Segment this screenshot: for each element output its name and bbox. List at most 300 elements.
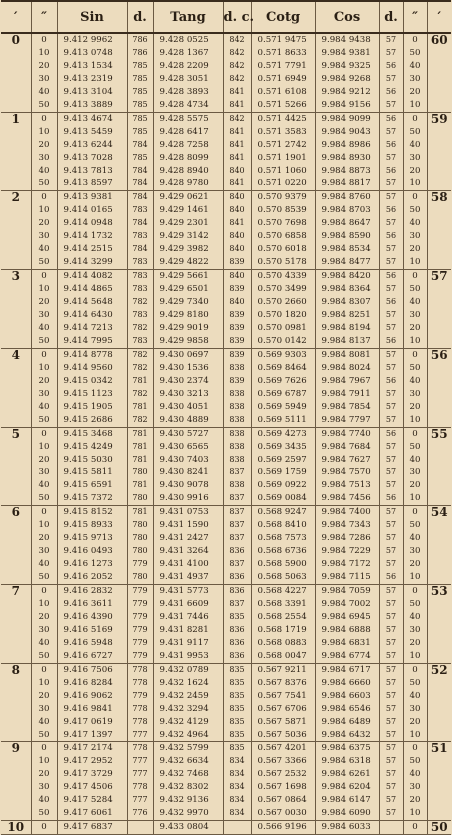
cotg-value: 0.571 8633 (251, 47, 315, 60)
second-left: 0 (31, 348, 57, 361)
cos-value: 9.984 6717 (315, 663, 379, 676)
header-cos: Cos (315, 1, 379, 33)
cos-difference: 57 (379, 177, 403, 190)
tang-value: 9.431 2427 (153, 532, 223, 545)
tang-value: 9.429 7340 (153, 296, 223, 309)
minute-right (427, 99, 451, 112)
minute-right: 53 (427, 585, 451, 598)
cotg-value: 0.571 2742 (251, 139, 315, 152)
table-row (1, 283, 451, 296)
tang-value: 9.431 9117 (153, 637, 223, 650)
common-difference: 839 (223, 335, 251, 348)
cos-difference: 57 (379, 309, 403, 322)
table-row (1, 611, 451, 624)
minute-left (1, 637, 31, 650)
cos-value: 9.984 7513 (315, 479, 379, 492)
second-left: 0 (31, 585, 57, 598)
minute-left (1, 230, 31, 243)
sin-value: 9.415 2686 (57, 414, 127, 427)
common-difference: 835 (223, 742, 251, 755)
cos-value: 9.984 8364 (315, 283, 379, 296)
minute-right (427, 479, 451, 492)
minute-left (1, 545, 31, 558)
common-difference: 837 (223, 558, 251, 571)
table-row (1, 139, 451, 152)
second-right: 30 (403, 703, 427, 716)
sin-difference: 780 (127, 571, 153, 584)
table-row (1, 807, 451, 820)
minute-right (427, 755, 451, 768)
header-sin: Sin (57, 1, 127, 33)
second-right: 10 (403, 492, 427, 505)
cos-difference: 57 (379, 466, 403, 479)
second-right: 30 (403, 781, 427, 794)
second-right: 30 (403, 230, 427, 243)
tang-value: 9.429 5661 (153, 270, 223, 283)
minute-right (427, 624, 451, 637)
second-left: 0 (31, 821, 57, 835)
sin-difference: 780 (127, 545, 153, 558)
second-right: 20 (403, 794, 427, 807)
sin-difference: 778 (127, 716, 153, 729)
second-left: 20 (31, 375, 57, 388)
second-right: 10 (403, 807, 427, 820)
cotg-value: 0.566 9196 (251, 821, 315, 835)
cotg-value: 0.567 1698 (251, 781, 315, 794)
minute-left: 8 (1, 663, 31, 676)
cos-difference: 56 (379, 86, 403, 99)
second-left: 50 (31, 177, 57, 190)
minute-left (1, 414, 31, 427)
second-right: 30 (403, 388, 427, 401)
cotg-value: 0.567 3366 (251, 755, 315, 768)
minute-right (427, 519, 451, 532)
common-difference: 838 (223, 454, 251, 467)
minute-right (427, 375, 451, 388)
tang-value: 9.429 6501 (153, 283, 223, 296)
minute-right (427, 126, 451, 139)
table-row (1, 506, 451, 519)
cotg-value: 0.571 0220 (251, 177, 315, 190)
cotg-value: 0.567 4201 (251, 742, 315, 755)
sin-value: 9.415 7372 (57, 492, 127, 505)
sin-value: 9.416 9841 (57, 703, 127, 716)
sin-value: 9.412 9962 (57, 33, 127, 47)
sin-difference: 785 (127, 86, 153, 99)
tang-value: 9.431 1590 (153, 519, 223, 532)
tang-value: 9.430 4889 (153, 414, 223, 427)
common-difference: 835 (223, 663, 251, 676)
sin-value: 9.415 3468 (57, 427, 127, 440)
tang-value: 9.432 9136 (153, 794, 223, 807)
cos-value: 9.984 9156 (315, 99, 379, 112)
common-difference: 840 (223, 296, 251, 309)
second-left: 0 (31, 742, 57, 755)
minute-right: 55 (427, 427, 451, 440)
cos-difference: 57 (379, 755, 403, 768)
sin-difference: 779 (127, 558, 153, 571)
second-left: 40 (31, 86, 57, 99)
minute-right (427, 466, 451, 479)
cos-value: 9.984 7967 (315, 375, 379, 388)
cos-value: 9.984 6546 (315, 703, 379, 716)
common-difference: 842 (223, 47, 251, 60)
second-left: 10 (31, 598, 57, 611)
common-difference: 834 (223, 768, 251, 781)
common-difference: 838 (223, 388, 251, 401)
sin-difference: 784 (127, 165, 153, 178)
tang-value: 9.432 3294 (153, 703, 223, 716)
second-right: 50 (403, 283, 427, 296)
tang-value: 9.431 3264 (153, 545, 223, 558)
sin-value: 9.413 7813 (57, 165, 127, 178)
sin-difference: 785 (127, 73, 153, 86)
sin-difference: 784 (127, 191, 153, 204)
cotg-value: 0.569 0084 (251, 492, 315, 505)
table-row (1, 571, 451, 584)
second-right: 50 (403, 362, 427, 375)
second-left: 50 (31, 807, 57, 820)
minute-left (1, 139, 31, 152)
table-row (1, 256, 451, 269)
minute-right (427, 637, 451, 650)
sin-value: 9.415 0342 (57, 375, 127, 388)
cos-difference: 57 (379, 401, 403, 414)
second-right: 20 (403, 637, 427, 650)
table-row (1, 637, 451, 650)
second-left: 20 (31, 60, 57, 73)
tang-value: 9.428 2209 (153, 60, 223, 73)
cos-difference: 57 (379, 243, 403, 256)
second-right: 0 (403, 427, 427, 440)
sin-difference: 778 (127, 663, 153, 676)
cos-value: 9.984 6318 (315, 755, 379, 768)
minute-right (427, 152, 451, 165)
sin-difference: 785 (127, 99, 153, 112)
cos-difference: 57 (379, 152, 403, 165)
sin-difference: 781 (127, 441, 153, 454)
cos-value: 9.984 6432 (315, 729, 379, 742)
tang-value: 9.428 4734 (153, 99, 223, 112)
tang-value: 9.431 4100 (153, 558, 223, 571)
minute-right (427, 454, 451, 467)
second-right: 40 (403, 690, 427, 703)
cos-difference: 57 (379, 217, 403, 230)
second-right: 50 (403, 441, 427, 454)
cos-value: 9.984 9043 (315, 126, 379, 139)
second-right: 40 (403, 454, 427, 467)
second-left: 20 (31, 139, 57, 152)
common-difference: 837 (223, 519, 251, 532)
sin-value: 9.417 6837 (57, 821, 127, 835)
common-difference: 838 (223, 479, 251, 492)
common-difference: 838 (223, 427, 251, 440)
table-row (1, 296, 451, 309)
table-row (1, 99, 451, 112)
tang-value: 9.432 6634 (153, 755, 223, 768)
sin-value: 9.417 3729 (57, 768, 127, 781)
sin-value: 9.414 7213 (57, 322, 127, 335)
common-difference: 838 (223, 362, 251, 375)
tang-value: 9.428 8940 (153, 165, 223, 178)
cotg-value: 0.567 0864 (251, 794, 315, 807)
second-right: 0 (403, 348, 427, 361)
minute-left (1, 375, 31, 388)
cos-difference: 56 (379, 335, 403, 348)
minute-right (427, 322, 451, 335)
second-left: 40 (31, 716, 57, 729)
common-difference: 838 (223, 414, 251, 427)
table-row (1, 204, 451, 217)
second-left: 20 (31, 690, 57, 703)
cotg-value: 0.568 4227 (251, 585, 315, 598)
second-right: 40 (403, 532, 427, 545)
cos-value: 9.984 8307 (315, 296, 379, 309)
cotg-value: 0.569 1759 (251, 466, 315, 479)
second-left: 0 (31, 191, 57, 204)
cos-difference: 57 (379, 532, 403, 545)
minute-left: 3 (1, 270, 31, 283)
cos-value: 9.984 8590 (315, 230, 379, 243)
minute-right (427, 362, 451, 375)
minute-right (427, 256, 451, 269)
second-left: 40 (31, 479, 57, 492)
cos-difference: 57 (379, 742, 403, 755)
sin-value: 9.413 2319 (57, 73, 127, 86)
cotg-value: 0.568 0883 (251, 637, 315, 650)
table-row (1, 335, 451, 348)
cos-value: 9.984 7059 (315, 585, 379, 598)
cotg-value: 0.570 8539 (251, 204, 315, 217)
minute-right (427, 47, 451, 60)
minute-right (427, 807, 451, 820)
table-row (1, 545, 451, 558)
minute-left (1, 466, 31, 479)
table-row (1, 532, 451, 545)
table-row (1, 677, 451, 690)
sin-value: 9.415 8152 (57, 506, 127, 519)
header-diff-common: d. c. (223, 1, 251, 33)
second-left: 40 (31, 165, 57, 178)
cos-difference: 56 (379, 230, 403, 243)
cotg-value: 0.567 6706 (251, 703, 315, 716)
table-row (1, 663, 451, 676)
common-difference: 839 (223, 375, 251, 388)
second-right: 40 (403, 217, 427, 230)
cos-difference: 57 (379, 283, 403, 296)
minute-right (427, 335, 451, 348)
sin-value: 9.416 7506 (57, 663, 127, 676)
cos-difference: 57 (379, 650, 403, 663)
table-row (1, 375, 451, 388)
common-difference: 840 (223, 270, 251, 283)
tang-value: 9.432 4129 (153, 716, 223, 729)
second-right: 40 (403, 768, 427, 781)
cos-difference: 57 (379, 558, 403, 571)
cotg-value: 0.567 8376 (251, 677, 315, 690)
minute-left (1, 309, 31, 322)
cos-value: 9.984 9381 (315, 47, 379, 60)
cotg-value: 0.569 6787 (251, 388, 315, 401)
table-row (1, 703, 451, 716)
cotg-value: 0.570 3499 (251, 283, 315, 296)
minute-left (1, 165, 31, 178)
cos-value: 9.984 7286 (315, 532, 379, 545)
cos-value: 9.984 7740 (315, 427, 379, 440)
second-right: 10 (403, 571, 427, 584)
cos-difference: 57 (379, 807, 403, 820)
sin-value: 9.417 5284 (57, 794, 127, 807)
minute-left (1, 729, 31, 742)
sin-value: 9.416 1273 (57, 558, 127, 571)
cotg-value: 0.571 4425 (251, 112, 315, 125)
cotg-value: 0.571 1060 (251, 165, 315, 178)
second-right: 20 (403, 243, 427, 256)
table-row (1, 217, 451, 230)
logarithm-table (1, 0, 451, 835)
common-difference: 839 (223, 348, 251, 361)
common-difference: 834 (223, 794, 251, 807)
cotg-value: 0.570 9379 (251, 191, 315, 204)
tang-value: 9.431 7446 (153, 611, 223, 624)
cotg-value: 0.569 3435 (251, 441, 315, 454)
sin-value: 9.415 4249 (57, 441, 127, 454)
cos-value: 9.984 8760 (315, 191, 379, 204)
sin-difference: 785 (127, 152, 153, 165)
minute-left (1, 598, 31, 611)
table-row (1, 781, 451, 794)
tang-value: 9.429 2301 (153, 217, 223, 230)
second-right: 0 (403, 821, 427, 835)
cos-difference: 57 (379, 663, 403, 676)
sin-difference: 779 (127, 585, 153, 598)
second-left: 50 (31, 256, 57, 269)
common-difference: 841 (223, 139, 251, 152)
cos-value: 9.984 8194 (315, 322, 379, 335)
second-left: 50 (31, 571, 57, 584)
cos-value: 9.984 7343 (315, 519, 379, 532)
sin-difference: 779 (127, 598, 153, 611)
common-difference: 840 (223, 243, 251, 256)
sin-value: 9.413 1534 (57, 60, 127, 73)
minute-right (427, 204, 451, 217)
sin-value: 9.416 5169 (57, 624, 127, 637)
cos-value: 9.984 9325 (315, 60, 379, 73)
cos-difference: 57 (379, 73, 403, 86)
sin-difference: 781 (127, 375, 153, 388)
minute-left (1, 781, 31, 794)
table-row (1, 33, 451, 47)
minute-left (1, 492, 31, 505)
minute-right (427, 492, 451, 505)
minute-right (427, 545, 451, 558)
second-left: 0 (31, 663, 57, 676)
sin-value: 9.417 2952 (57, 755, 127, 768)
second-right: 0 (403, 506, 427, 519)
cotg-value: 0.569 7626 (251, 375, 315, 388)
minute-left (1, 362, 31, 375)
sin-difference: 783 (127, 204, 153, 217)
cos-value: 9.984 7911 (315, 388, 379, 401)
header-diff-cos: d. (379, 1, 403, 33)
cotg-value: 0.568 5900 (251, 558, 315, 571)
second-left: 30 (31, 73, 57, 86)
tang-value: 9.431 8281 (153, 624, 223, 637)
cos-value: 9.984 8137 (315, 335, 379, 348)
cotg-value: 0.567 7541 (251, 690, 315, 703)
sin-value: 9.414 2515 (57, 243, 127, 256)
sin-value: 9.415 9713 (57, 532, 127, 545)
second-right: 10 (403, 177, 427, 190)
common-difference: 839 (223, 322, 251, 335)
table-row (1, 794, 451, 807)
second-right: 50 (403, 47, 427, 60)
cos-difference: 57 (379, 677, 403, 690)
table-row (1, 60, 451, 73)
common-difference: 841 (223, 217, 251, 230)
sin-value: 9.413 7028 (57, 152, 127, 165)
cos-difference: 56 (379, 60, 403, 73)
sin-difference: 782 (127, 296, 153, 309)
second-left: 50 (31, 492, 57, 505)
second-right: 20 (403, 322, 427, 335)
sin-value: 9.415 8933 (57, 519, 127, 532)
sin-value: 9.414 0948 (57, 217, 127, 230)
second-right: 20 (403, 165, 427, 178)
sin-difference: 778 (127, 781, 153, 794)
table-row (1, 729, 451, 742)
common-difference: 841 (223, 177, 251, 190)
minute-left (1, 401, 31, 414)
common-difference: 836 (223, 650, 251, 663)
minute-left (1, 755, 31, 768)
cotg-value: 0.570 1820 (251, 309, 315, 322)
second-right: 40 (403, 60, 427, 73)
cotg-value: 0.571 3583 (251, 126, 315, 139)
cos-value: 9.984 8081 (315, 348, 379, 361)
cotg-value: 0.568 5063 (251, 571, 315, 584)
cos-difference: 57 (379, 414, 403, 427)
minute-right (427, 650, 451, 663)
table-row (1, 690, 451, 703)
common-difference: 840 (223, 165, 251, 178)
sin-difference: 779 (127, 690, 153, 703)
table-row (1, 624, 451, 637)
sin-difference: 780 (127, 519, 153, 532)
cotg-value: 0.570 2660 (251, 296, 315, 309)
minute-right (427, 558, 451, 571)
minute-left (1, 807, 31, 820)
cos-difference (379, 821, 403, 835)
second-left: 50 (31, 335, 57, 348)
cos-difference: 57 (379, 768, 403, 781)
cotg-value: 0.569 9303 (251, 348, 315, 361)
minute-left (1, 243, 31, 256)
sin-difference: 778 (127, 703, 153, 716)
cotg-value: 0.570 6018 (251, 243, 315, 256)
sin-value: 9.413 9381 (57, 191, 127, 204)
header-tang: Tang (153, 1, 223, 33)
tang-value: 9.428 9780 (153, 177, 223, 190)
table-row (1, 585, 451, 598)
tang-value: 9.430 8241 (153, 466, 223, 479)
minute-right (427, 794, 451, 807)
cos-difference: 57 (379, 322, 403, 335)
cos-difference: 56 (379, 112, 403, 125)
header-minutes-left: ′ (1, 1, 31, 33)
sin-difference: 784 (127, 217, 153, 230)
common-difference: 837 (223, 506, 251, 519)
